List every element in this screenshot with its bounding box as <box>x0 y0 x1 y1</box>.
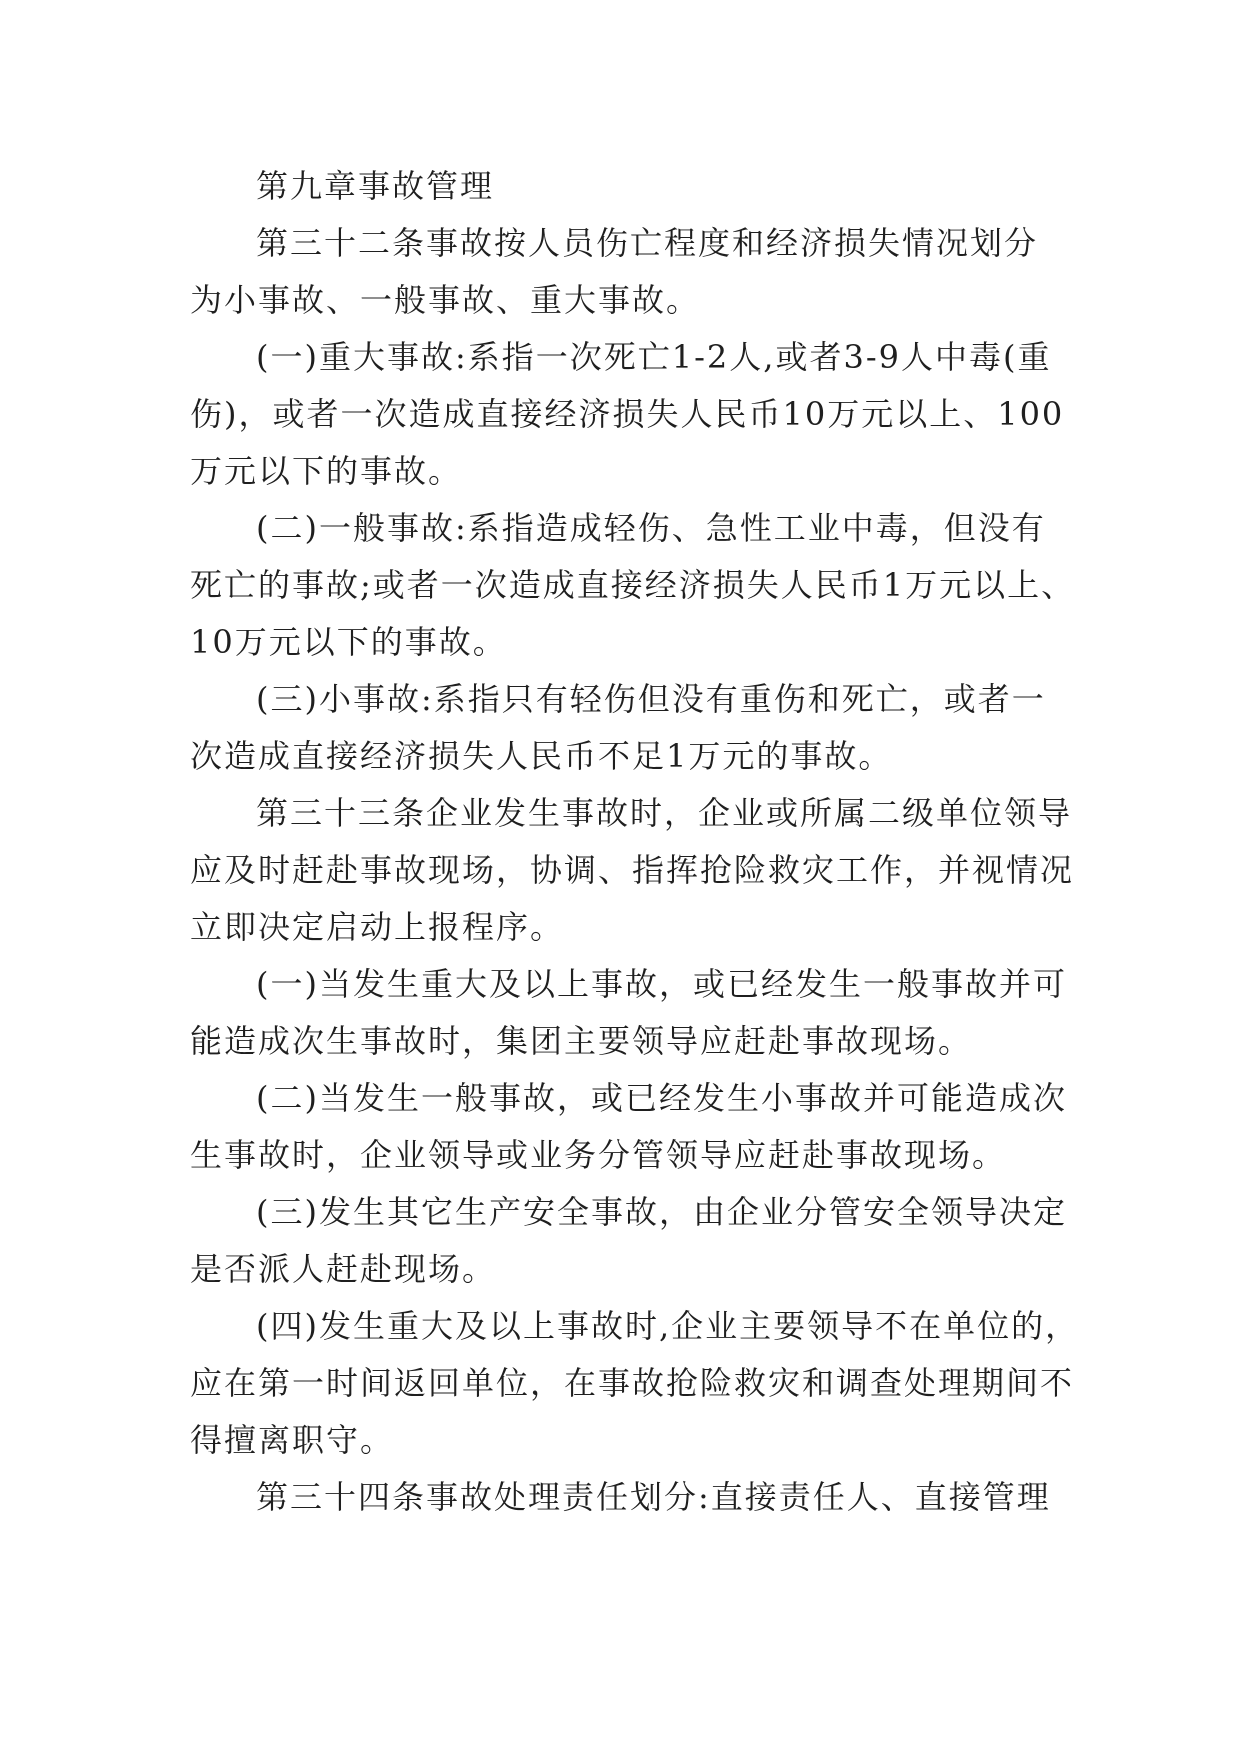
minor-accident-line-1: (三)小事故:系指只有轻伤但没有重伤和死亡，或者一 <box>256 680 1046 718</box>
article-33-item-2-line-1: (二)当发生一般事故，或已经发生小事故并可能造成次 <box>256 1079 1067 1117</box>
general-accident-line-2: 死亡的事故;或者一次造成直接经济损失人民币1万元以上、 <box>190 566 1076 604</box>
article-33-item-4-line-1: (四)发生重大及以上事故时,企业主要领导不在单位的， <box>256 1307 1080 1345</box>
article-33-line-2: 应及时赶赴事故现场，协调、指挥抢险救灾工作，并视情况 <box>190 851 1075 889</box>
article-33-item-4-line-3: 得擅离职守。 <box>190 1421 395 1459</box>
article-33-line-3: 立即决定启动上报程序。 <box>190 908 565 946</box>
article-33-item-4-line-2: 应在第一时间返回单位，在事故抢险救灾和调查处理期间不 <box>190 1364 1075 1402</box>
chapter-heading: 第九章事故管理 <box>256 167 495 205</box>
article-33-item-3-line-1: (三)发生其它生产安全事故，由企业分管安全领导决定 <box>256 1193 1067 1231</box>
article-34-line-1: 第三十四条事故处理责任划分:直接责任人、直接管理 <box>256 1478 1051 1516</box>
major-accident-line-2: 伤)，或者一次造成直接经济损失人民币10万元以上、100 <box>190 395 1065 433</box>
document-body <box>190 158 1080 1526</box>
major-accident-line-1: (一)重大事故:系指一次死亡1-2人,或者3-9人中毒(重 <box>256 338 1052 376</box>
minor-accident-line-2: 次造成直接经济损失人民币不足1万元的事故。 <box>190 737 893 775</box>
article-33-item-1-line-1: (一)当发生重大及以上事故，或已经发生一般事故并可 <box>256 965 1067 1003</box>
article-33-item-3-line-2: 是否派人赶赴现场。 <box>190 1250 497 1288</box>
article-32-line-2: 为小事故、一般事故、重大事故。 <box>190 281 701 319</box>
major-accident-line-3: 万元以下的事故。 <box>190 452 463 490</box>
article-33-item-2-line-2: 生事故时，企业领导或业务分管领导应赶赴事故现场。 <box>190 1136 1007 1174</box>
article-33-item-1-line-2: 能造成次生事故时，集团主要领导应赶赴事故现场。 <box>190 1022 973 1060</box>
general-accident-line-3: 10万元以下的事故。 <box>190 623 507 661</box>
general-accident-line-1: (二)一般事故:系指造成轻伤、急性工业中毒，但没有 <box>256 509 1046 547</box>
article-33-line-1: 第三十三条企业发生事故时，企业或所属二级单位领导 <box>256 794 1073 832</box>
article-32-line-1: 第三十二条事故按人员伤亡程度和经济损失情况划分 <box>256 224 1039 262</box>
